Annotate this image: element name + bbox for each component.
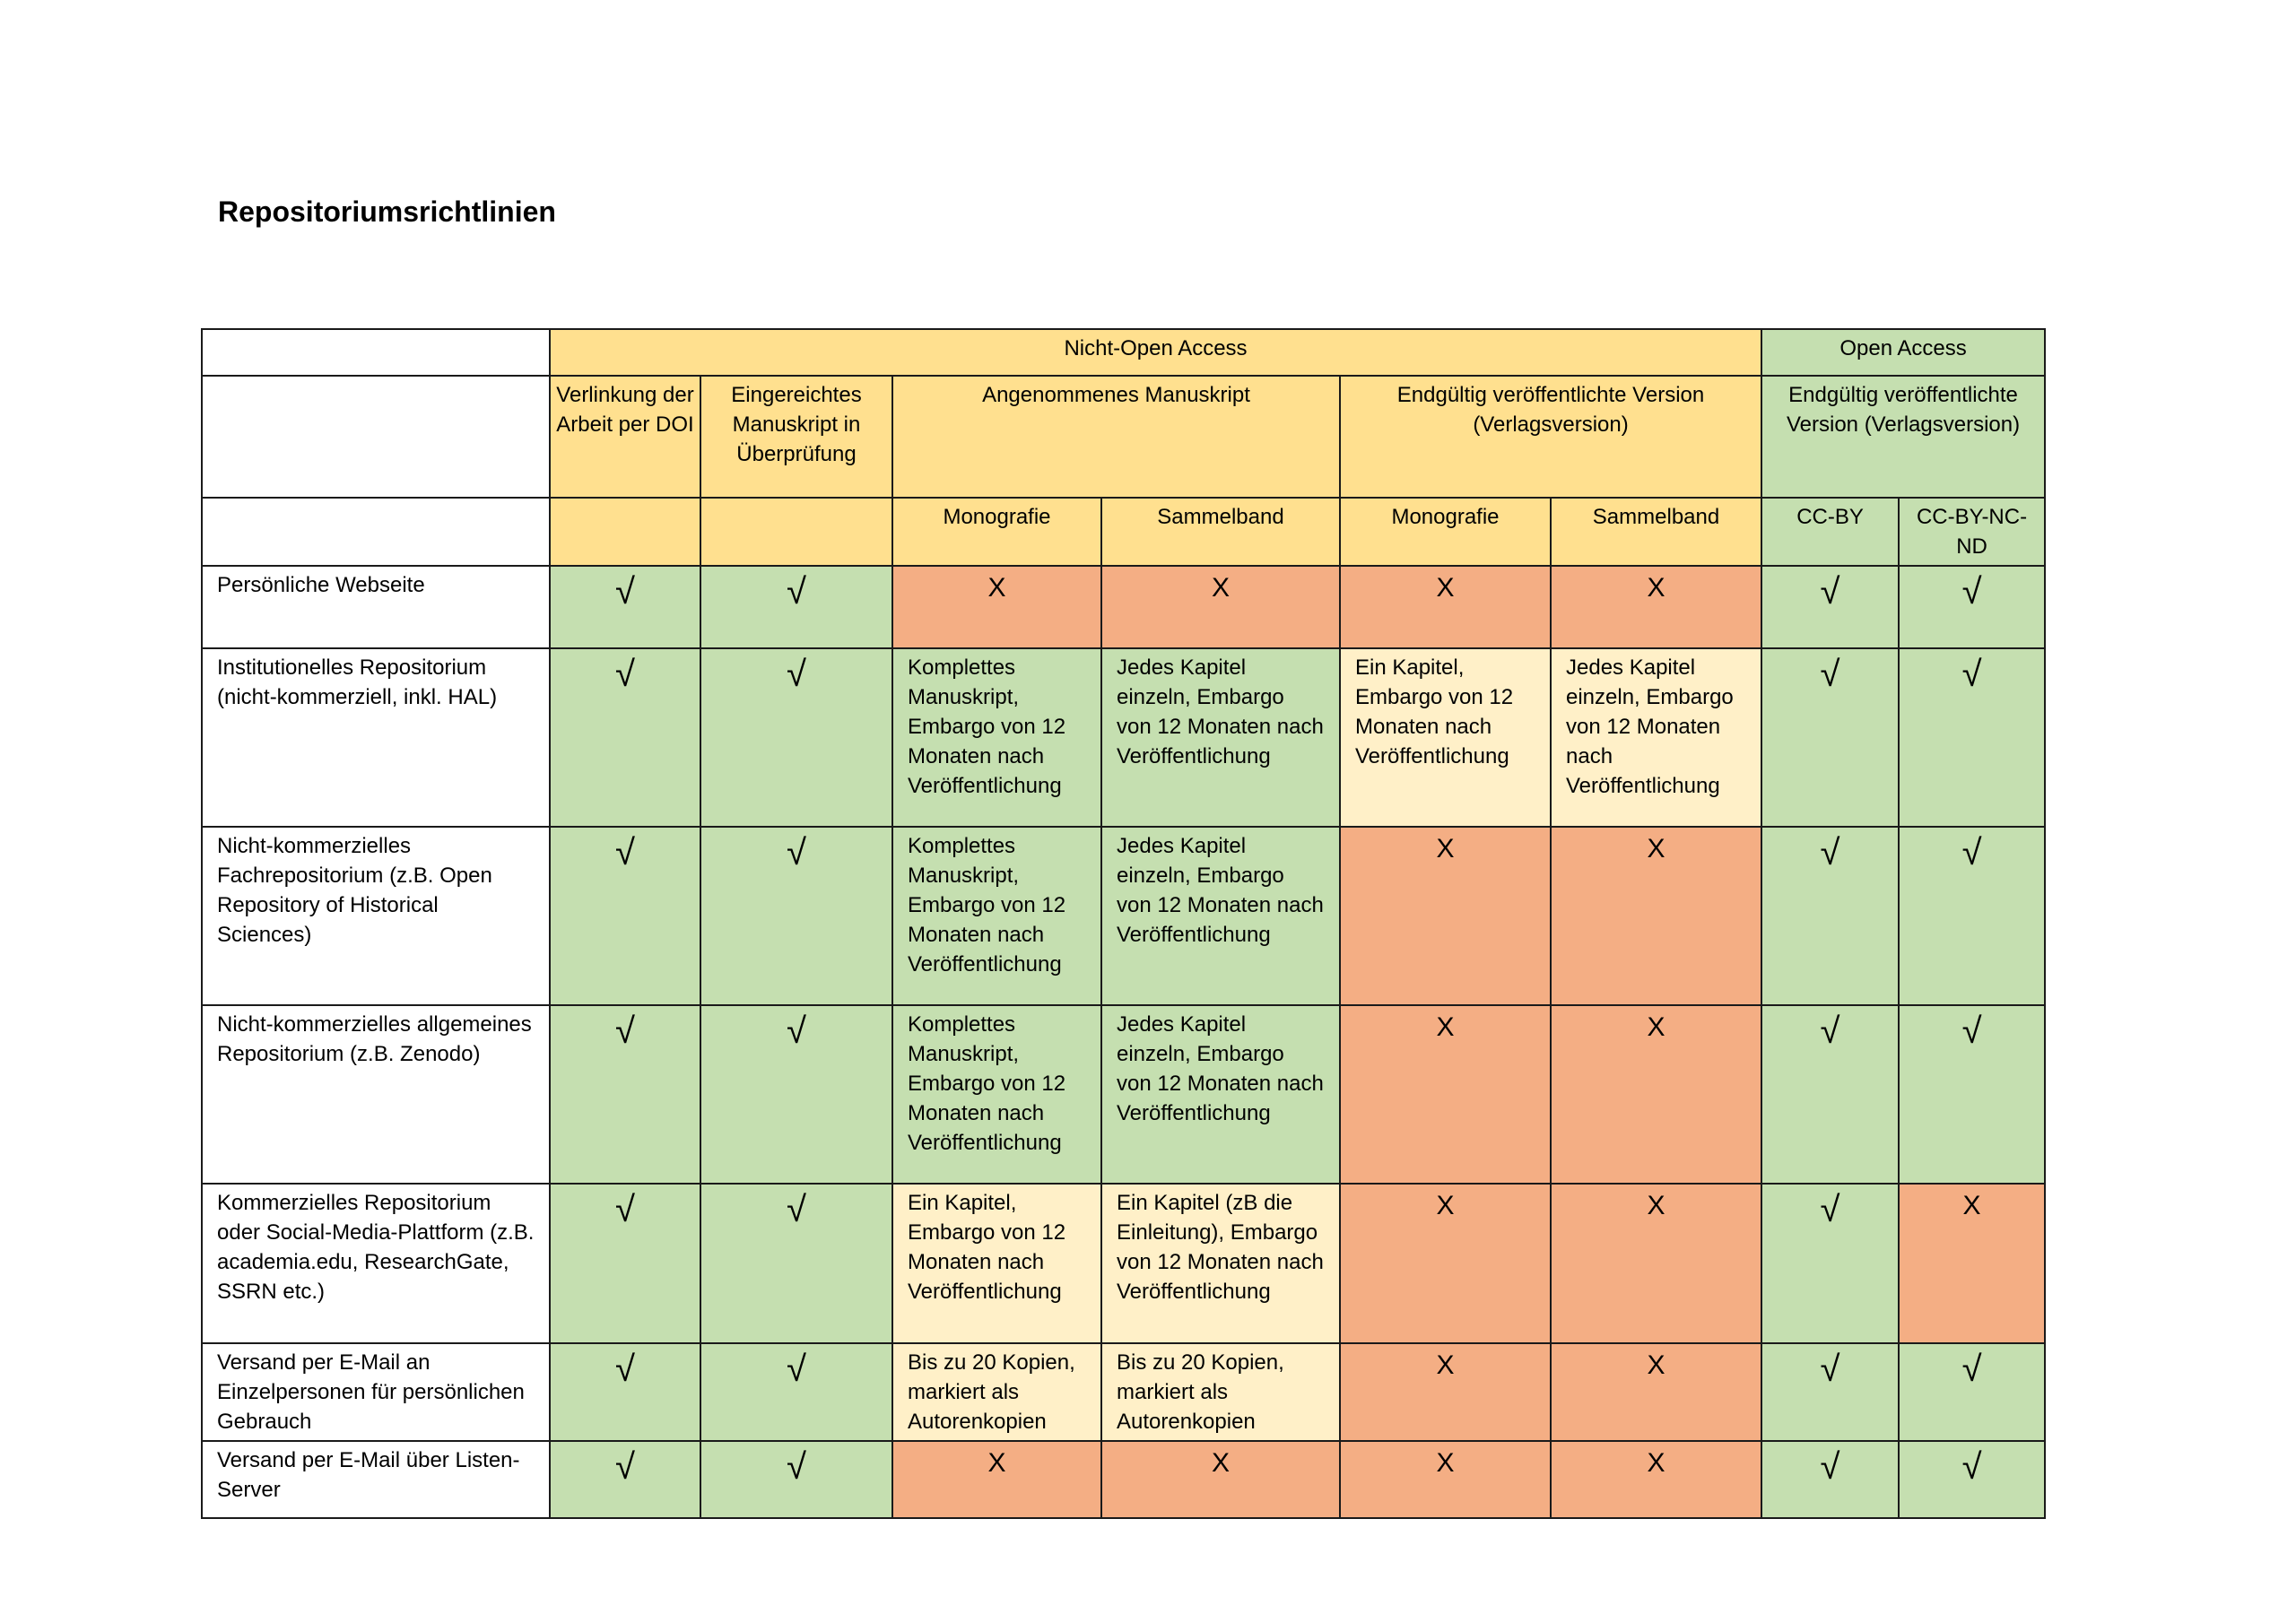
cell-submitted: √ bbox=[700, 648, 892, 827]
cell-cc-by-nc-nd: √ bbox=[1899, 827, 2045, 1005]
table-row bbox=[202, 827, 2045, 1005]
header-empty-cell bbox=[700, 498, 892, 566]
repository-policy-table bbox=[201, 328, 2046, 1519]
cell-accepted-sammelband: Ein Kapitel (zB die Einleitung), Embargo von 12 Monaten nach Veröffentlichung bbox=[1101, 1184, 1340, 1343]
cell-accepted-monografie: X bbox=[892, 566, 1101, 648]
cell-final-monografie: X bbox=[1340, 1343, 1551, 1441]
page-title: Repositoriumsrichtlinien bbox=[218, 195, 556, 228]
cell-cc-by: √ bbox=[1761, 1441, 1899, 1518]
cell-final-monografie: X bbox=[1340, 1441, 1551, 1518]
header-submitted-manuscript: Eingereichtes Manuskript in Überprüfung bbox=[700, 376, 892, 498]
header-accepted-manuscript: Angenommenes Manuskript bbox=[892, 376, 1340, 498]
cell-cc-by-nc-nd: √ bbox=[1899, 648, 2045, 827]
header-sammelband: Sammelband bbox=[1101, 498, 1340, 566]
table-row bbox=[202, 1343, 2045, 1441]
cell-submitted: √ bbox=[700, 1184, 892, 1343]
header-doi-link: Verlinkung der Arbeit per DOI bbox=[550, 376, 700, 498]
cell-final-sammelband: X bbox=[1551, 566, 1761, 648]
header-monografie: Monografie bbox=[892, 498, 1101, 566]
header-final-version: Endgültig veröffentlichte Version (Verlagsversion) bbox=[1340, 376, 1761, 498]
header-row-version bbox=[202, 376, 2045, 498]
header-sammelband: Sammelband bbox=[1551, 498, 1761, 566]
cell-doi: √ bbox=[550, 1005, 700, 1184]
cell-final-sammelband: X bbox=[1551, 1005, 1761, 1184]
header-empty-cell bbox=[550, 498, 700, 566]
cell-final-monografie: X bbox=[1340, 566, 1551, 648]
header-open-access: Open Access bbox=[1761, 329, 2045, 376]
row-label: Versand per E-Mail über Listen-Server bbox=[202, 1441, 550, 1518]
cell-cc-by-nc-nd: √ bbox=[1899, 566, 2045, 648]
cell-cc-by-nc-nd: √ bbox=[1899, 1343, 2045, 1441]
cell-accepted-sammelband: Bis zu 20 Kopien, markiert als Autorenkopien bbox=[1101, 1343, 1340, 1441]
header-row-type bbox=[202, 498, 2045, 566]
header-cc-by: CC-BY bbox=[1761, 498, 1899, 566]
cell-cc-by: √ bbox=[1761, 827, 1899, 1005]
row-label: Institutionelles Repositorium (nicht-kommerziell, inkl. HAL) bbox=[202, 648, 550, 827]
cell-cc-by: √ bbox=[1761, 1343, 1899, 1441]
cell-submitted: √ bbox=[700, 1441, 892, 1518]
cell-cc-by: √ bbox=[1761, 566, 1899, 648]
cell-cc-by: √ bbox=[1761, 1005, 1899, 1184]
cell-final-monografie: X bbox=[1340, 1184, 1551, 1343]
cell-submitted: √ bbox=[700, 566, 892, 648]
header-empty-cell bbox=[202, 329, 550, 376]
header-row-access bbox=[202, 329, 2045, 376]
cell-doi: √ bbox=[550, 648, 700, 827]
cell-doi: √ bbox=[550, 1441, 700, 1518]
cell-cc-by: √ bbox=[1761, 648, 1899, 827]
cell-final-sammelband: Jedes Kapitel einzeln, Embargo von 12 Monaten nach Veröffentlichung bbox=[1551, 648, 1761, 827]
cell-accepted-monografie: X bbox=[892, 1441, 1101, 1518]
row-label: Kommerzielles Repositorium oder Social-Media-Plattform (z.B. academia.edu, ResearchGate, SSRN etc.) bbox=[202, 1184, 550, 1343]
cell-submitted: √ bbox=[700, 1343, 892, 1441]
cell-accepted-sammelband: Jedes Kapitel einzeln, Embargo von 12 Monaten nach Veröffentlichung bbox=[1101, 1005, 1340, 1184]
cell-submitted: √ bbox=[700, 1005, 892, 1184]
cell-final-monografie: Ein Kapitel, Embargo von 12 Monaten nach Veröffentlichung bbox=[1340, 648, 1551, 827]
cell-accepted-sammelband: X bbox=[1101, 1441, 1340, 1518]
table-row bbox=[202, 648, 2045, 827]
cell-final-sammelband: X bbox=[1551, 1184, 1761, 1343]
cell-accepted-sammelband: X bbox=[1101, 566, 1340, 648]
cell-cc-by-nc-nd: √ bbox=[1899, 1441, 2045, 1518]
cell-doi: √ bbox=[550, 566, 700, 648]
header-cc-by-nc-nd: CC-BY-NC-ND bbox=[1899, 498, 2045, 566]
row-label: Persönliche Webseite bbox=[202, 566, 550, 648]
cell-final-monografie: X bbox=[1340, 827, 1551, 1005]
cell-accepted-sammelband: Jedes Kapitel einzeln, Embargo von 12 Monaten nach Veröffentlichung bbox=[1101, 827, 1340, 1005]
cell-final-sammelband: X bbox=[1551, 1441, 1761, 1518]
cell-cc-by-nc-nd: X bbox=[1899, 1184, 2045, 1343]
header-non-open-access: Nicht-Open Access bbox=[550, 329, 1761, 376]
row-label: Nicht-kommerzielles Fachrepositorium (z.B. Open Repository of Historical Sciences) bbox=[202, 827, 550, 1005]
cell-accepted-monografie: Ein Kapitel, Embargo von 12 Monaten nach Veröffentlichung bbox=[892, 1184, 1101, 1343]
header-oa-final-version: Endgültig veröffentlichte Version (Verlagsversion) bbox=[1761, 376, 2045, 498]
cell-final-sammelband: X bbox=[1551, 827, 1761, 1005]
table-row bbox=[202, 1005, 2045, 1184]
cell-final-sammelband: X bbox=[1551, 1343, 1761, 1441]
cell-accepted-monografie: Komplettes Manuskript, Embargo von 12 Monaten nach Veröffentlichung bbox=[892, 827, 1101, 1005]
table-row bbox=[202, 1441, 2045, 1518]
row-label: Nicht-kommerzielles allgemeines Repositorium (z.B. Zenodo) bbox=[202, 1005, 550, 1184]
header-empty-cell bbox=[202, 498, 550, 566]
cell-accepted-monografie: Komplettes Manuskript, Embargo von 12 Monaten nach Veröffentlichung bbox=[892, 1005, 1101, 1184]
cell-doi: √ bbox=[550, 1184, 700, 1343]
row-label: Versand per E-Mail an Einzelpersonen für persönlichen Gebrauch bbox=[202, 1343, 550, 1441]
cell-doi: √ bbox=[550, 827, 700, 1005]
table-row bbox=[202, 566, 2045, 648]
cell-accepted-sammelband: Jedes Kapitel einzeln, Embargo von 12 Monaten nach Veröffentlichung bbox=[1101, 648, 1340, 827]
cell-doi: √ bbox=[550, 1343, 700, 1441]
cell-cc-by-nc-nd: √ bbox=[1899, 1005, 2045, 1184]
cell-cc-by: √ bbox=[1761, 1184, 1899, 1343]
table-row bbox=[202, 1184, 2045, 1343]
cell-accepted-monografie: Bis zu 20 Kopien, markiert als Autorenkopien bbox=[892, 1343, 1101, 1441]
header-empty-cell bbox=[202, 376, 550, 498]
cell-accepted-monografie: Komplettes Manuskript, Embargo von 12 Monaten nach Veröffentlichung bbox=[892, 648, 1101, 827]
header-monografie: Monografie bbox=[1340, 498, 1551, 566]
cell-final-monografie: X bbox=[1340, 1005, 1551, 1184]
cell-submitted: √ bbox=[700, 827, 892, 1005]
